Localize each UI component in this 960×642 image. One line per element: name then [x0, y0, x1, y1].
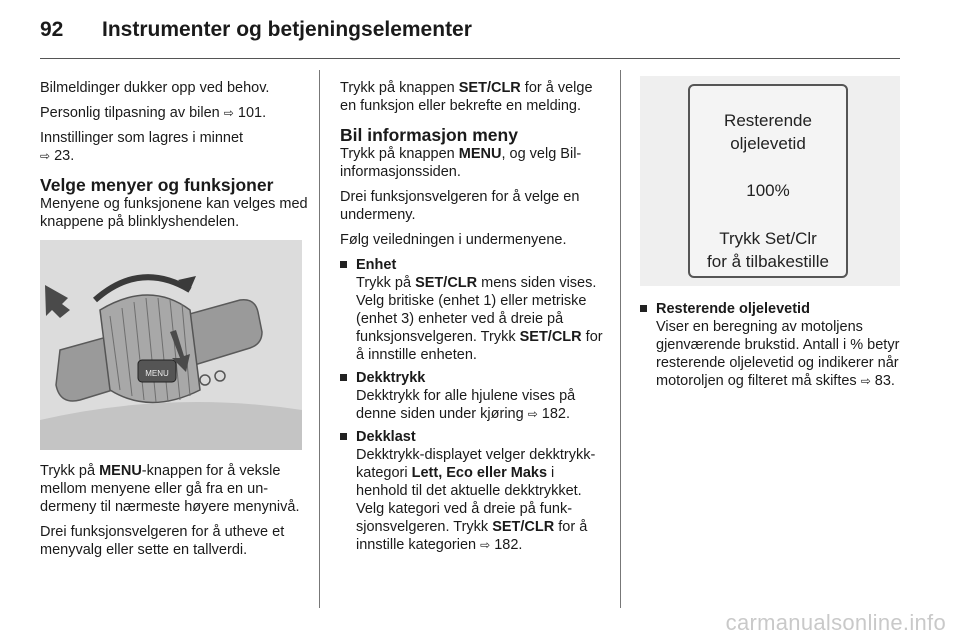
bullet-square-icon: [640, 305, 647, 312]
page-ref-link[interactable]: 83.: [874, 373, 895, 389]
display-line: oljelevetid: [730, 134, 806, 153]
paragraph: Trykk på knappen MENU, og velg Bilinformasjonssiden.: [340, 146, 582, 180]
display-line: for å tilbakestille: [707, 252, 829, 271]
paragraph: Bilmeldinger dukker opp ved behov.: [40, 80, 270, 96]
page-ref-link[interactable]: 23.: [54, 148, 75, 164]
list-item: Enhet Trykk på SET/CLR mens siden vises. Velg britiske (enhet 1) eller metriske (enhet 3) enheter ved å dreie på funksjonsvelgeren. Trykk SET/CLR for å innstille enheten.: [340, 256, 606, 364]
info-display-illustration: [640, 76, 900, 286]
page-ref-link[interactable]: 182.: [541, 406, 571, 422]
lever-drawing: [40, 240, 302, 450]
menu-key-label: MENU: [99, 463, 142, 479]
display-line: Resterende: [724, 111, 812, 130]
page-ref-link[interactable]: 101.: [237, 105, 267, 121]
column-1-lower: [40, 462, 308, 566]
page-ref-arrow-icon: ⇨: [223, 106, 234, 120]
display-line: Trykk Set/Clr: [719, 229, 817, 248]
page-ref-arrow-icon: ⇨: [40, 149, 51, 163]
section-heading: Velge menyer og funksjoner: [40, 175, 274, 195]
list-item: Dekktrykk Dekktrykk for alle hjulene vises på denne siden under kjøring ⇨ 182.: [340, 369, 606, 423]
paragraph: Personlig tilpasning av bilen ⇨ 101.: [40, 105, 267, 121]
bullet-square-icon: [340, 261, 347, 268]
paragraph: Følg veiledningen i undermenyene.: [340, 232, 567, 248]
column-1: [40, 79, 308, 238]
display-value: 100%: [746, 181, 790, 200]
page-ref-link[interactable]: 182.: [494, 537, 523, 553]
list-item: Dekklast Dekktrykk-displayet velger dekktrykk-kategori Lett, Eco eller Maks i henhold til det aktuelle dekktrykket. Velg kategori ved å dreie på funksjonsvelgeren. Trykk SET/CLR for å innstille kategorien ⇨ 182.: [340, 428, 606, 554]
paragraph: Drei funksjonsvelgeren for å utheve et menyvalg eller sette en tallverdi.: [40, 524, 285, 558]
column-divider-1: [319, 70, 320, 608]
page-ref-arrow-icon: ⇨: [480, 538, 491, 552]
page-ref-arrow-icon: ⇨: [527, 407, 538, 421]
page-header: [40, 18, 472, 42]
page-title: Instrumenter og betjeningselementer: [102, 18, 472, 41]
watermark: carmanualsonline.info: [725, 610, 946, 635]
header-rule: [40, 58, 900, 59]
paragraph: Trykk på MENU-knappen for å veksle mellom menyene eller gå fra en undermeny til nærmeste høyere menynivå.: [40, 463, 300, 515]
paragraph: Menyene og funksjonene kan velges med knappene på blinklyshendelen.: [40, 196, 308, 230]
section-heading: Bil informasjon meny: [340, 125, 518, 145]
column-divider-2: [620, 70, 621, 608]
driver-info-display: [688, 84, 848, 278]
column-3: [640, 300, 902, 395]
paragraph: Innstillinger som lagres i minnet ⇨ 23.: [40, 130, 244, 164]
column-2: [340, 79, 606, 559]
turn-signal-lever-illustration: [40, 240, 302, 450]
page-ref-arrow-icon: ⇨: [860, 374, 871, 388]
page-number: 92: [40, 18, 64, 41]
list-item: Resterende oljelevetid Viser en beregning av motoljens gjenværende brukstid. Antall i % betyr resterende oljelevetid og indikerer når motoroljen og filteret må skiftes ⇨ 83.: [640, 300, 902, 390]
bullet-square-icon: [340, 433, 347, 440]
menu-button-label: MENU: [145, 369, 169, 378]
bullet-square-icon: [340, 374, 347, 381]
paragraph: Drei funksjonsvelgeren for å velge en undermeny.: [340, 189, 580, 223]
paragraph: Trykk på knappen SET/CLR for å velge en funksjon eller bekrefte en melding.: [340, 80, 593, 114]
